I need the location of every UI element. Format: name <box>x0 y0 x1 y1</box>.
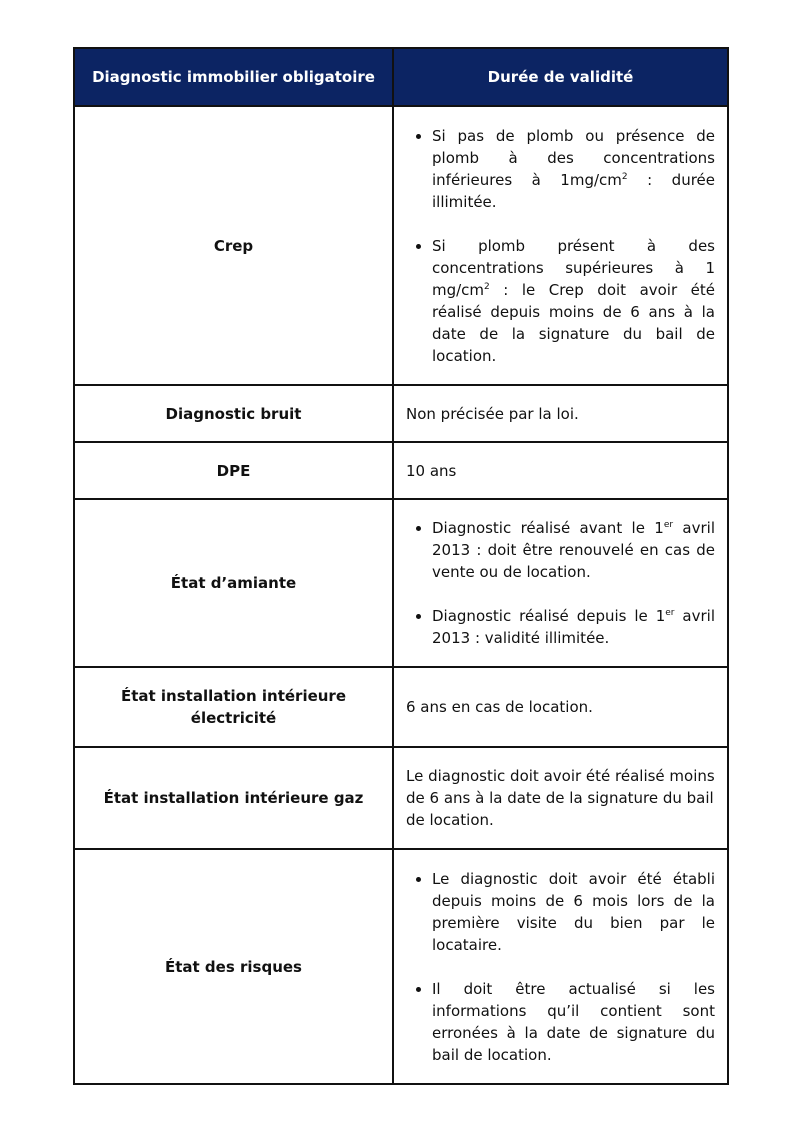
row-label-risques: État des risques <box>74 849 393 1084</box>
table-row-dpe <box>74 442 728 499</box>
row-label-bruit: Diagnostic bruit <box>74 385 393 442</box>
superscript: er <box>663 520 674 530</box>
table-row-risques <box>74 849 728 1084</box>
table-row-electricite <box>74 667 728 747</box>
crep-bullet-1-end: : durée illimitée. <box>432 170 715 211</box>
table-row-crep <box>74 106 728 385</box>
row-value-dpe <box>393 442 728 499</box>
list-item <box>432 605 715 649</box>
list-item: • Le diagnostic doit avoir été établi depuis moins de 6 mois lors de la première visite du bien par le locataire. <box>432 868 715 956</box>
header-validity: Durée de validité <box>393 48 728 106</box>
dpe-value-text: 10 ans <box>406 461 457 480</box>
table-header-row <box>74 48 728 106</box>
amiante-bullet-1-text: Diagnostic réalisé avant le 1 <box>432 519 664 537</box>
row-label-dpe: DPE <box>74 442 393 499</box>
crep-bullet-2-text: Si plomb présent à des concentrations supérieures à 1 mg/cm <box>432 236 715 299</box>
row-label-electricite: État installation intérieure électricité <box>74 667 393 747</box>
row-value-crep <box>393 106 728 385</box>
superscript: er <box>665 608 675 618</box>
amiante-bullet-2-end: avril 2013 : validité illimitée. <box>432 607 715 647</box>
risques-bullet-list <box>406 868 715 1066</box>
crep-bullet-1-text: Si pas de plomb ou présence de plomb à des concentrations inférieures à 1mg/cm <box>432 126 715 189</box>
table-row-bruit <box>74 385 728 442</box>
amiante-bullet-1-end: avril 2013 : doit être renouvelé en cas de vente ou de location. <box>432 519 715 581</box>
row-value-amiante <box>393 499 728 667</box>
list-item <box>432 517 715 583</box>
row-value-electricite <box>393 667 728 747</box>
electricite-value-text: 6 ans en cas de location. <box>406 698 593 716</box>
superscript: 2 <box>484 281 490 292</box>
list-item <box>432 235 715 367</box>
amiante-bullet-list <box>406 517 715 649</box>
crep-bullet-list <box>406 125 715 367</box>
row-value-gaz <box>393 747 728 849</box>
row-value-bruit <box>393 385 728 442</box>
header-diagnostic: Diagnostic immobilier obligatoire <box>74 48 393 106</box>
row-label-gaz: État installation intérieure gaz <box>74 747 393 849</box>
gaz-value-text: Le diagnostic doit avoir été réalisé moins de 6 ans à la date de la signature du bail de location. <box>406 767 715 829</box>
table-row-gaz <box>74 747 728 849</box>
amiante-bullet-2-text: Diagnostic réalisé depuis le 1 <box>432 607 666 625</box>
superscript: 2 <box>621 171 628 182</box>
list-item: • Il doit être actualisé si les informations qu’il contient sont erronées à la date de signature du bail de location. <box>432 978 715 1066</box>
list-item <box>432 125 715 213</box>
crep-bullet-2-end: : le Crep doit avoir été réalisé depuis moins de 6 ans à la date de la signature du bail de location. <box>432 280 715 365</box>
diagnostics-table <box>73 47 729 1085</box>
row-label-crep: Crep <box>74 106 393 385</box>
row-label-amiante: État d’amiante <box>74 499 393 667</box>
bruit-value-text: Non précisée par la loi. <box>406 404 579 423</box>
table-row-amiante <box>74 499 728 667</box>
row-value-risques <box>393 849 728 1084</box>
